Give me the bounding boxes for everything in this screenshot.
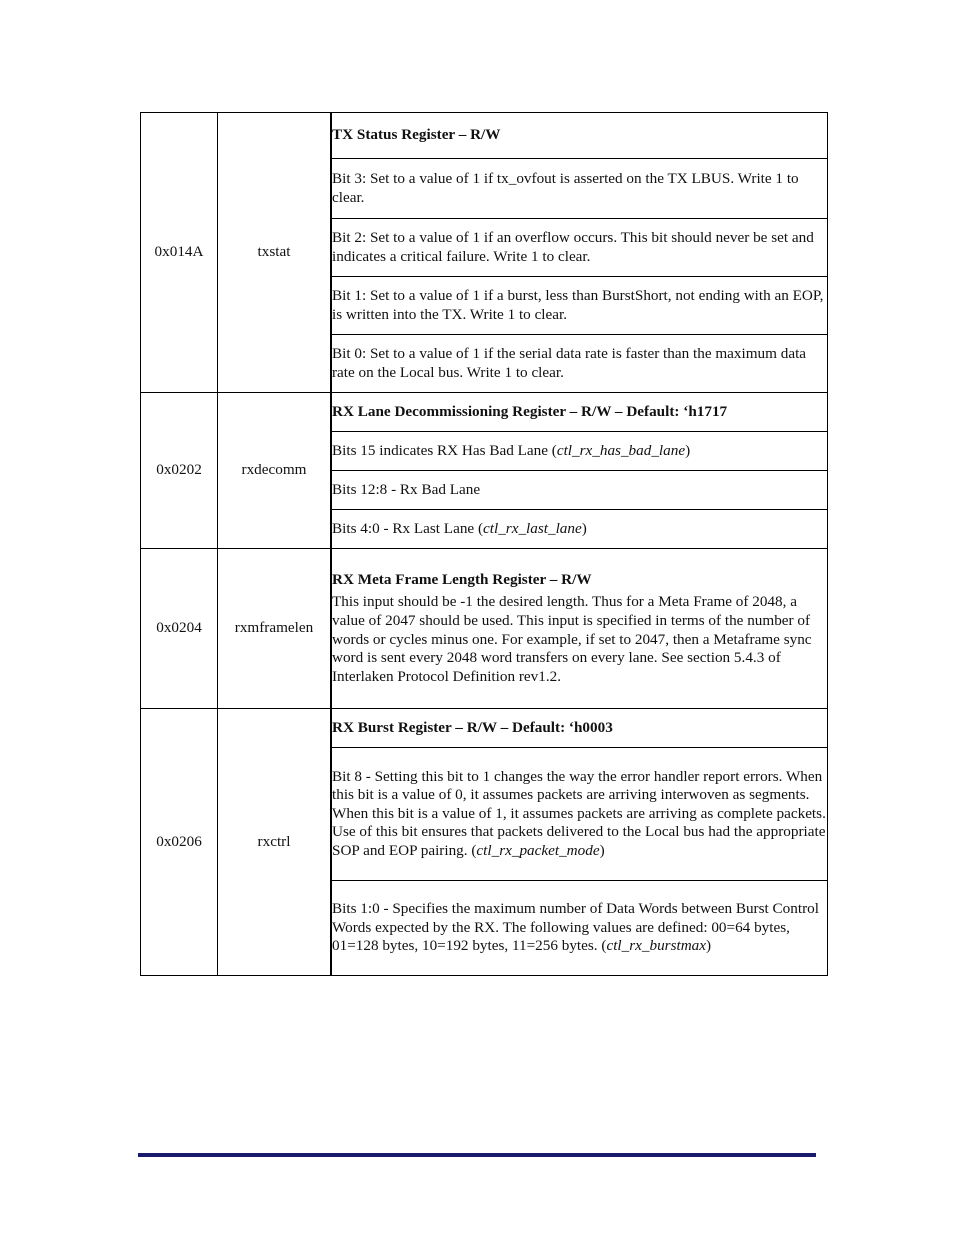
- register-name: rxmframelen: [218, 549, 332, 709]
- register-table: [140, 112, 828, 976]
- bit-description: Bit 3: Set to a value of 1 if tx_ovfout is asserted on the TX LBUS. Write 1 to clear.: [331, 159, 828, 219]
- footer-rule: [138, 1153, 816, 1157]
- bit-text-after: ): [599, 841, 605, 859]
- bit-text-after: ): [685, 441, 691, 459]
- bit-description: Bit 0: Set to a value of 1 if the serial data rate is faster than the maximum data rate on the Local bus. Write 1 to clear.: [331, 335, 828, 393]
- bit-description: [331, 881, 828, 976]
- bit-text-after: ): [581, 519, 587, 537]
- signal-name: ctl_rx_has_bad_lane: [556, 441, 686, 459]
- signal-name: ctl_rx_last_lane: [483, 519, 582, 537]
- register-address: 0x0202: [141, 393, 218, 549]
- register-description: [331, 549, 828, 709]
- bit-description: Bit 1: Set to a value of 1 if a burst, less than BurstShort, not ending with an EOP, is written into the TX. Write 1 to clear.: [331, 277, 828, 335]
- bit-description: Bit 2: Set to a value of 1 if an overflow occurs. This bit should never be set and indicates a critical failure. Write 1 to clear.: [331, 219, 828, 277]
- bit-text: Bits 1:0 - Specifies the maximum number of Data Words between Burst Control Words expected by the RX. The following values are defined: 00=64 bytes, 01=128 bytes, 10=192 bytes, 11=256 bytes. (: [332, 900, 819, 955]
- register-address: 0x014A: [141, 113, 218, 393]
- register-name: rxctrl: [218, 709, 332, 976]
- bit-description: [331, 510, 828, 549]
- signal-name: ctl_rx_packet_mode: [476, 841, 600, 859]
- register-name: rxdecomm: [218, 393, 332, 549]
- register-title: RX Burst Register – R/W – Default: ‘h0003: [331, 709, 828, 748]
- register-paragraph: This input should be -1 the desired length. Thus for a Meta Frame of 2048, a value of 2047 should be used. This input is specified in terms of the number of words or cycles minus one. For example, if set to 2047, then a Metaframe sync word is sent every 2048 word transfers on every lane. See section 5.4.3 of Interlaken Protocol Definition rev1.2.: [332, 593, 812, 685]
- bit-text: Bits 4:0 - Rx Last Lane (: [332, 519, 484, 537]
- signal-name: ctl_rx_burstmax: [606, 937, 707, 955]
- register-title: RX Meta Frame Length Register – R/W: [332, 570, 592, 588]
- register-title: TX Status Register – R/W: [331, 113, 828, 159]
- bit-description: [331, 432, 828, 471]
- register-address: 0x0206: [141, 709, 218, 976]
- register-name: txstat: [218, 113, 332, 393]
- bit-text: Bits 15 indicates RX Has Bad Lane (: [332, 441, 557, 459]
- register-title: RX Lane Decommissioning Register – R/W – Default: ‘h1717: [331, 393, 828, 432]
- bit-description: [331, 748, 828, 881]
- bit-text: Bit 8 - Setting this bit to 1 changes the way the error handler report errors. When this bit is a value of 0, it assumes packets are arriving interwoven as segments. When this bit is a value of 1, it assumes packets are arriving as complete packets. Use of this bit ensures that packets delivered to the Local bus had the appropriate SOP and EOP pairing. (: [332, 767, 826, 859]
- bit-description: Bits 12:8 - Rx Bad Lane: [331, 471, 828, 510]
- bit-text-after: ): [706, 937, 712, 955]
- register-address: 0x0204: [141, 549, 218, 709]
